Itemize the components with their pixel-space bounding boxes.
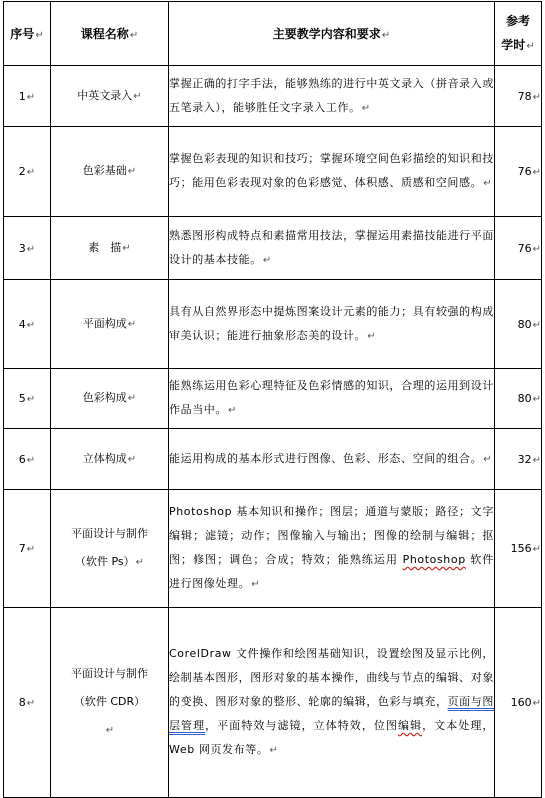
row-num xyxy=(4,490,51,608)
paragraph-mark-icon: ↵ xyxy=(532,394,541,405)
paragraph-mark-icon: ↵ xyxy=(26,319,36,331)
paragraph-mark-icon: ↵ xyxy=(26,454,36,466)
paragraph-mark-icon: ↵ xyxy=(361,102,371,114)
table-row xyxy=(4,280,542,369)
course-content xyxy=(169,280,495,369)
cell-text: 32 xyxy=(517,452,532,466)
course-content xyxy=(169,608,495,798)
row-num xyxy=(4,280,51,369)
course-name xyxy=(51,490,169,608)
course-name xyxy=(51,280,169,369)
row-num xyxy=(4,608,51,798)
header-text: 学时 xyxy=(501,37,526,52)
table-row xyxy=(4,608,542,798)
table-header-row xyxy=(4,2,542,66)
paragraph-mark-icon: ↵ xyxy=(135,557,145,568)
row-num xyxy=(4,369,51,429)
course-hours xyxy=(495,280,542,369)
paragraph-mark-icon: ↵ xyxy=(228,405,237,416)
paragraph-mark-icon: ↵ xyxy=(26,394,36,405)
row-num xyxy=(4,66,51,127)
cell-text: 76 xyxy=(517,241,532,255)
course-table xyxy=(3,1,542,798)
paragraph-mark-icon: ↵ xyxy=(127,453,137,465)
cell-text: （软件 Ps） xyxy=(74,555,135,568)
header-text: 参考 xyxy=(505,13,530,28)
cell-text: 2 xyxy=(18,165,26,178)
paragraph-mark-icon: ↵ xyxy=(122,242,131,254)
header-num xyxy=(4,2,51,66)
cell-text: 平面设计与制作 xyxy=(71,527,148,540)
course-content xyxy=(169,66,495,127)
spellcheck-underline: 编辑 xyxy=(398,719,423,732)
cell-text: 160 xyxy=(510,696,532,709)
paragraph-mark-icon: ↵ xyxy=(381,30,391,41)
paragraph-mark-icon: ↵ xyxy=(483,178,493,189)
table-row xyxy=(4,217,542,280)
course-name xyxy=(51,127,169,217)
cell-text: 平面设计与制作 xyxy=(71,667,148,680)
header-name xyxy=(51,2,169,66)
header-text: 课程名称 xyxy=(80,27,129,41)
course-hours xyxy=(495,429,542,490)
paragraph-mark-icon: ↵ xyxy=(105,725,115,736)
cell-text: 8 xyxy=(18,696,26,709)
cell-text: 色彩构成 xyxy=(82,391,127,404)
cell-text: 78 xyxy=(517,89,532,103)
cell-text: 156 xyxy=(510,542,532,555)
paragraph-mark-icon: ↵ xyxy=(26,91,36,103)
paragraph-mark-icon: ↵ xyxy=(532,319,541,331)
cell-text: 掌握色彩表现的知识和技巧；掌握环境空间色彩描绘的知识和技巧；能用色彩表现对象的色彩感觉、体积感、质感和空间感。 xyxy=(169,152,494,189)
cell-text: Photoshop 基本知识和操作；图层；通道与蒙版；路径；文字编辑；滤镜；动作；图像输入与输出；图像的绘制与编辑；抠图；修图；调色；合成；特效；能熟练运用 xyxy=(169,505,494,566)
paragraph-mark-icon: ↵ xyxy=(26,698,36,709)
cell-text: 3 xyxy=(18,241,26,255)
paragraph-mark-icon: ↵ xyxy=(35,30,44,41)
paragraph-mark-icon: ↵ xyxy=(26,544,36,555)
paragraph-mark-icon: ↵ xyxy=(26,243,36,255)
cell-text: （软件 CDR） xyxy=(73,695,146,708)
grammar-underline: 页面与图层管理 xyxy=(169,695,494,732)
paragraph-mark-icon: ↵ xyxy=(251,579,261,590)
cell-text: 色彩基础 xyxy=(82,164,127,177)
course-hours xyxy=(495,217,542,280)
course-name xyxy=(51,66,169,127)
paragraph-mark-icon: ↵ xyxy=(127,166,137,177)
paragraph-mark-icon: ↵ xyxy=(26,167,36,178)
row-num xyxy=(4,217,51,280)
paragraph-mark-icon: ↵ xyxy=(526,40,535,52)
paragraph-mark-icon: ↵ xyxy=(532,698,541,709)
course-content xyxy=(169,369,495,429)
course-name xyxy=(51,217,169,280)
paragraph-mark-icon: ↵ xyxy=(269,745,279,756)
cell-text: 素 描 xyxy=(88,240,122,254)
paragraph-mark-icon: ↵ xyxy=(483,453,493,465)
course-hours xyxy=(495,369,542,429)
cell-text: 4 xyxy=(18,317,26,331)
paragraph-mark-icon: ↵ xyxy=(532,167,541,178)
course-hours xyxy=(495,490,542,608)
cell-text: 能熟练运用色彩心理特征及色彩情感的知识，合理的运用到设计作品当中。 xyxy=(169,379,494,416)
cell-text: 软件进行图像处理。 xyxy=(169,553,495,590)
course-content xyxy=(169,429,495,490)
table-row xyxy=(4,127,542,217)
paragraph-mark-icon: ↵ xyxy=(129,30,139,41)
course-name xyxy=(51,369,169,429)
paragraph-mark-icon: ↵ xyxy=(127,318,137,330)
cell-text: 80 xyxy=(517,392,532,405)
paragraph-mark-icon: ↵ xyxy=(532,454,541,466)
course-name xyxy=(51,429,169,490)
cell-text: 76 xyxy=(517,165,532,178)
course-content xyxy=(169,127,495,217)
header-content xyxy=(169,2,495,66)
paragraph-mark-icon: ↵ xyxy=(532,91,541,103)
cell-text: 7 xyxy=(18,542,26,555)
header-text: 主要教学内容和要求 xyxy=(272,27,381,41)
paragraph-mark-icon: ↵ xyxy=(532,544,541,555)
cell-text: 6 xyxy=(18,452,26,466)
table-row xyxy=(4,490,542,608)
cell-text: 具有从自然界形态中提炼图案设计元素的能力；具有较强的构成审美认识；能进行抽象形态美的设计。 xyxy=(169,304,494,342)
cell-text: 掌握正确的打字手法，能够熟练的进行中英文录入（拼音录入或五笔录入），能够胜任文字录入工作。 xyxy=(169,76,494,114)
course-hours xyxy=(495,608,542,798)
cell-text: CorelDraw 文件操作和绘图基础知识，设置绘图及显示比例，绘制基本图形，图形对象的基本操作，曲线与节点的编辑、对象的变换、图形对象的整形、轮廓的编辑，色彩与填充， xyxy=(169,647,494,708)
cell-text: 1 xyxy=(18,89,26,103)
cell-text: 5 xyxy=(18,392,26,405)
cell-text: 中英文录入 xyxy=(77,88,133,102)
spellcheck-underline: Photoshop xyxy=(402,553,466,566)
row-num xyxy=(4,127,51,217)
paragraph-mark-icon: ↵ xyxy=(262,254,272,266)
course-hours xyxy=(495,66,542,127)
cell-text: ，文本处理，Web 网页发布等。 xyxy=(169,719,494,756)
cell-text: 能运用构成的基本形式进行图像、色彩、形态、空间的组合。 xyxy=(169,451,483,465)
course-content xyxy=(169,217,495,280)
paragraph-mark-icon: ↵ xyxy=(532,243,541,255)
course-hours xyxy=(495,127,542,217)
cell-text: 平面构成 xyxy=(82,316,127,330)
table-row xyxy=(4,429,542,490)
course-content xyxy=(169,490,495,608)
header-text: 序号 xyxy=(10,27,35,41)
cell-text: 80 xyxy=(517,317,532,331)
row-num xyxy=(4,429,51,490)
table-row xyxy=(4,66,542,127)
cell-text: ，平面特效与滤镜，立体特效，位图 xyxy=(205,719,399,732)
course-name xyxy=(51,608,169,798)
paragraph-mark-icon: ↵ xyxy=(367,330,377,342)
cell-text: 立体构成 xyxy=(82,451,127,465)
paragraph-mark-icon: ↵ xyxy=(133,90,142,102)
table-row xyxy=(4,369,542,429)
cell-text: 熟悉图形构成特点和素描常用技法，掌握运用素描技能进行平面设计的基本技能。 xyxy=(169,228,494,266)
paragraph-mark-icon: ↵ xyxy=(127,393,137,404)
header-hours xyxy=(495,2,542,66)
